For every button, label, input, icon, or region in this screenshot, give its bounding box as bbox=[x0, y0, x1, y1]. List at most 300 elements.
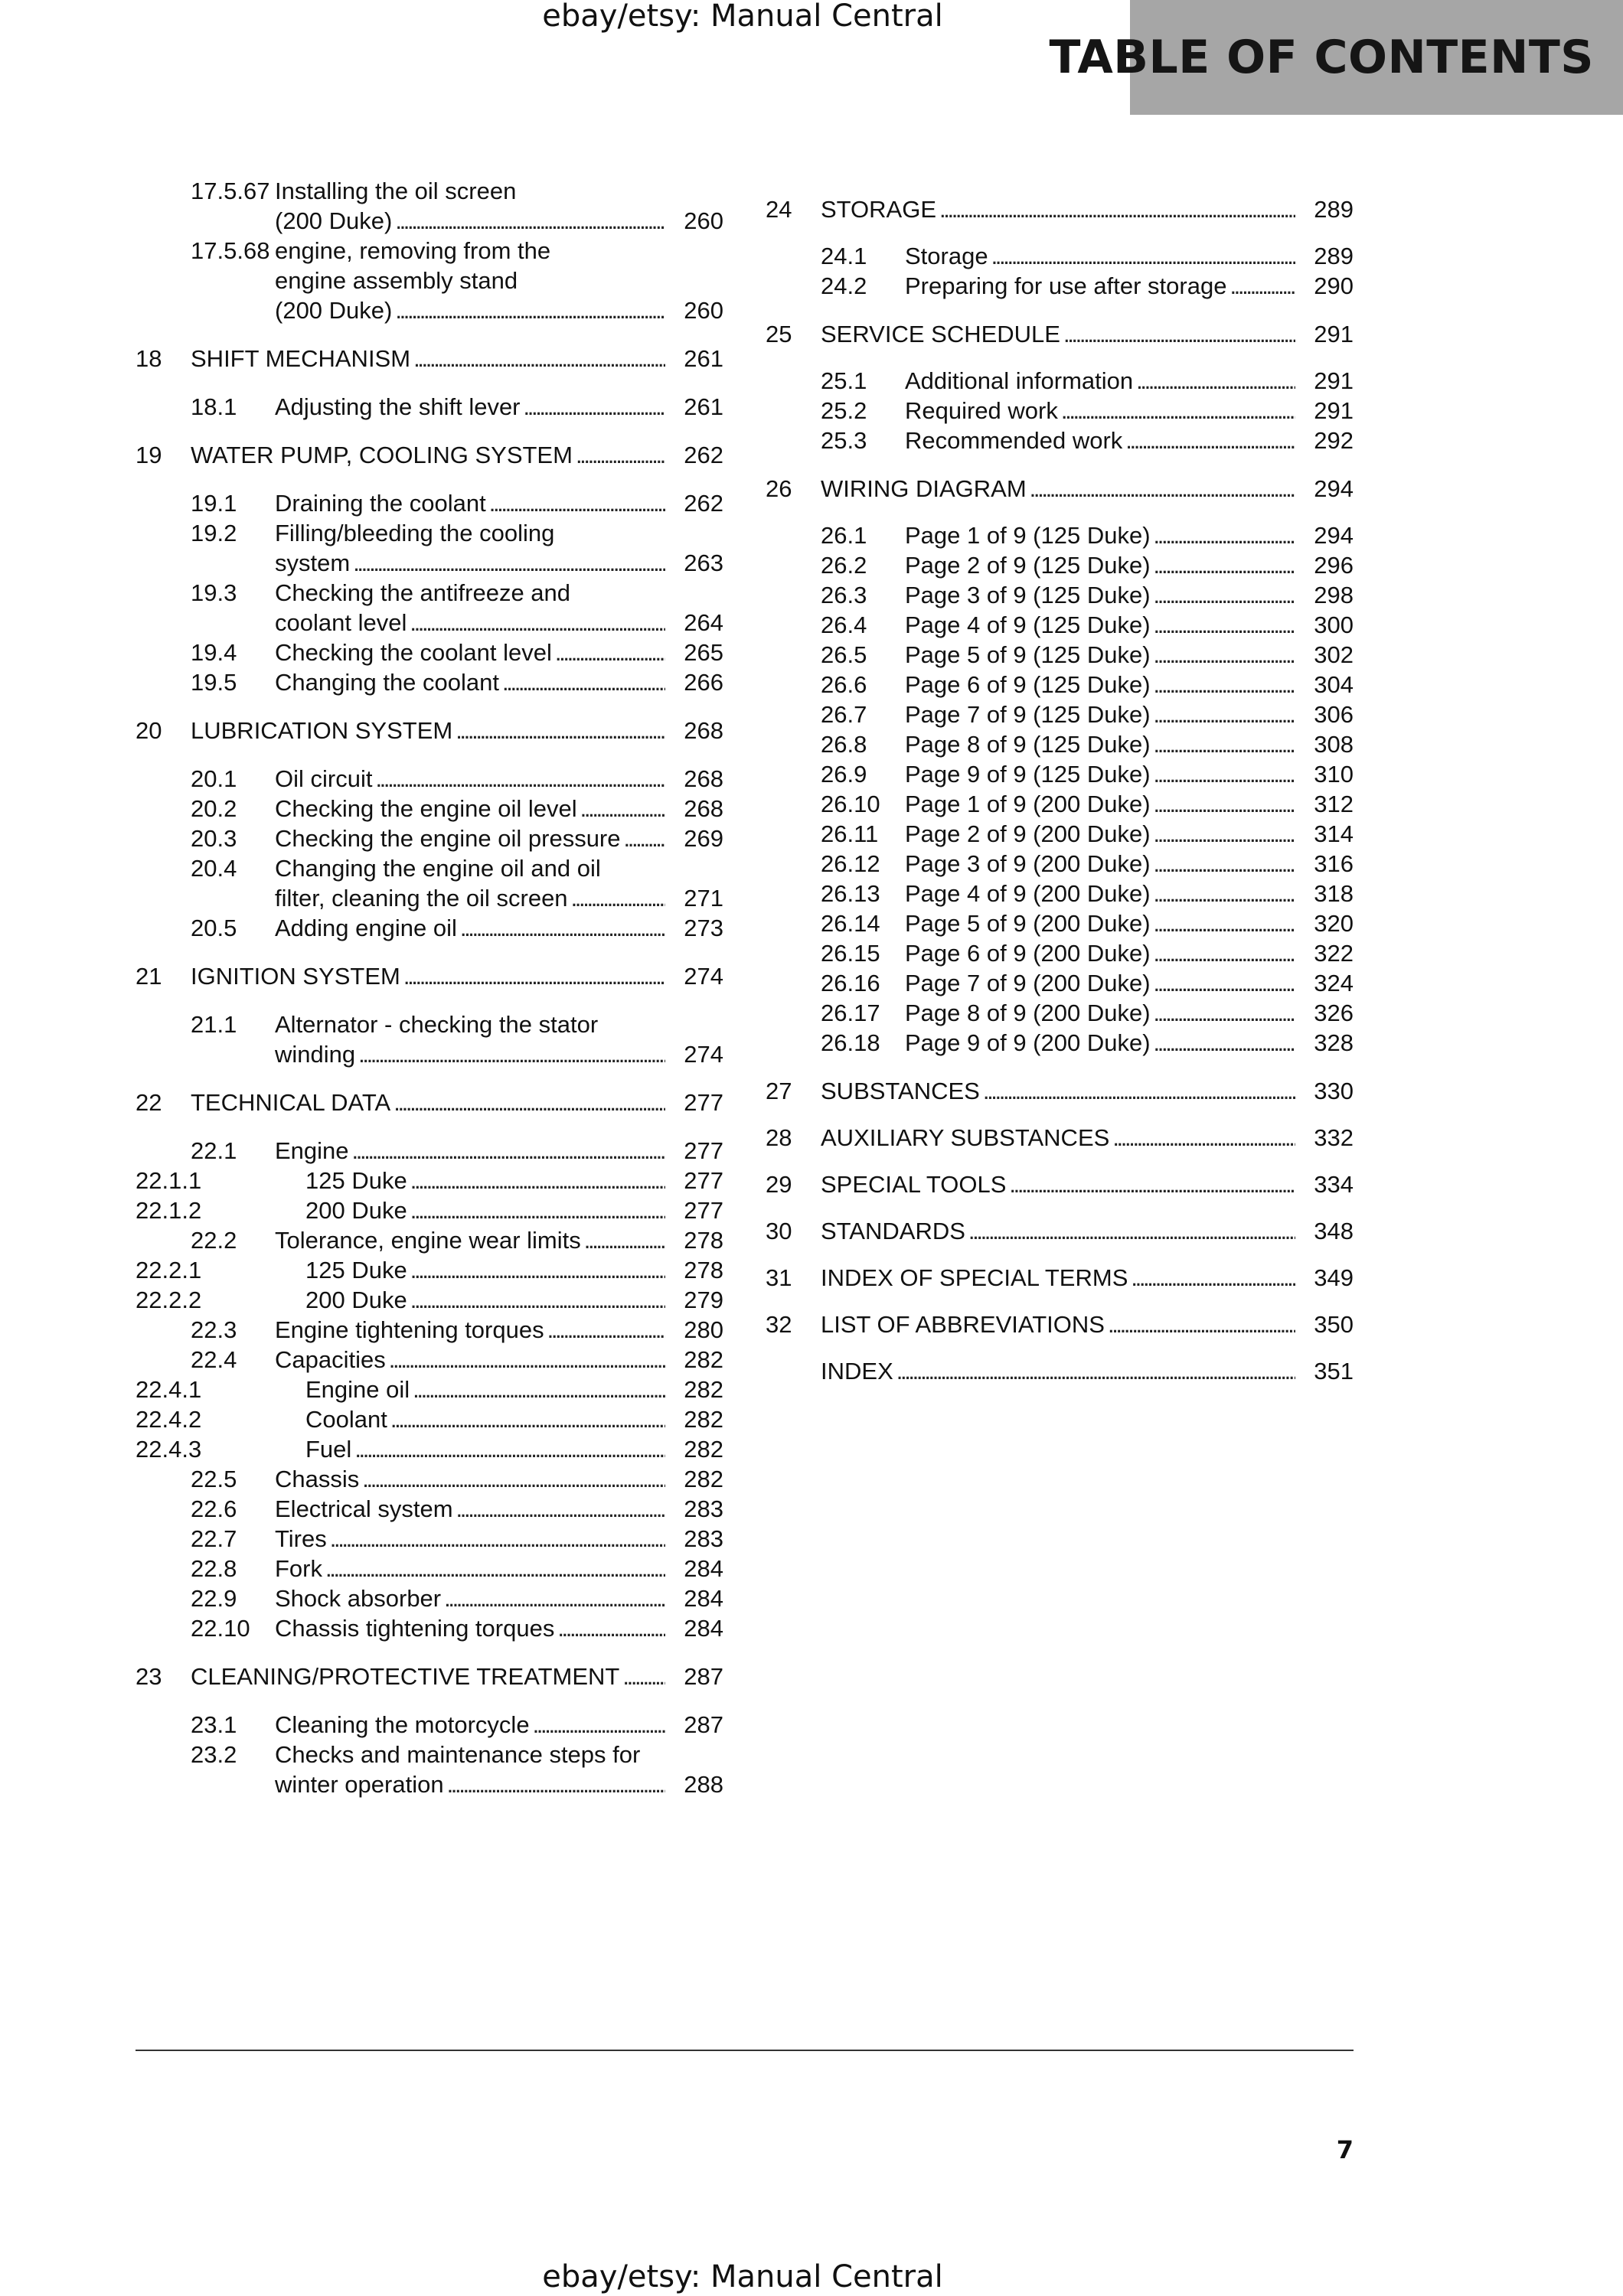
toc-entry-number: 22.2 bbox=[191, 1227, 237, 1254]
toc-entry-title: SPECIAL TOOLS bbox=[821, 1171, 1007, 1198]
toc-entry-title: Page 3 of 9 (125 Duke) bbox=[905, 582, 1151, 608]
toc-section-entry[interactable] bbox=[766, 908, 1354, 938]
toc-entry-title: Page 7 of 9 (200 Duke) bbox=[905, 970, 1151, 996]
toc-chapter-entry[interactable] bbox=[766, 1169, 1354, 1199]
toc-page-number: 310 bbox=[1314, 761, 1354, 788]
toc-section-entry[interactable] bbox=[136, 1255, 723, 1285]
toc-entry-title: WATER PUMP, COOLING SYSTEM bbox=[191, 442, 573, 468]
toc-chapter-entry[interactable] bbox=[136, 440, 723, 470]
toc-page-number: 350 bbox=[1314, 1311, 1354, 1338]
toc-entry-number: 22 bbox=[136, 1089, 162, 1116]
toc-entry-title: Changing the engine oil and oil bbox=[275, 855, 601, 882]
toc-entry-title: Fuel bbox=[305, 1436, 352, 1463]
toc-entry-title: Capacities bbox=[275, 1346, 386, 1373]
toc-entry-number: 26.5 bbox=[821, 641, 867, 668]
toc-entry-number: 26.18 bbox=[821, 1029, 880, 1056]
toc-page-number: 266 bbox=[684, 669, 723, 696]
dot-leader bbox=[1154, 1028, 1295, 1058]
toc-entry-title: INDEX bbox=[821, 1358, 893, 1384]
toc-entry-title: Adjusting the shift lever bbox=[275, 393, 521, 420]
dot-leader bbox=[1061, 396, 1295, 426]
dot-leader bbox=[576, 440, 665, 470]
toc-entry-number: 26.15 bbox=[821, 940, 880, 967]
toc-entry-number: 25.2 bbox=[821, 397, 867, 424]
dot-leader bbox=[403, 961, 665, 991]
toc-section-entry[interactable] bbox=[136, 1009, 723, 1069]
toc-entry-title: Page 3 of 9 (200 Duke) bbox=[905, 850, 1151, 877]
toc-entry-title: INDEX OF SPECIAL TERMS bbox=[821, 1264, 1128, 1291]
toc-section-entry[interactable] bbox=[136, 764, 723, 794]
toc-page-number: 278 bbox=[684, 1227, 723, 1254]
toc-entry-title: Page 9 of 9 (200 Duke) bbox=[905, 1029, 1151, 1056]
toc-entry-title: Page 2 of 9 (200 Duke) bbox=[905, 820, 1151, 847]
toc-entry-title: SUBSTANCES bbox=[821, 1078, 980, 1104]
dot-leader bbox=[939, 194, 1295, 224]
toc-page-number: 282 bbox=[684, 1346, 723, 1373]
toc-page-number: 284 bbox=[684, 1615, 723, 1642]
toc-section-entry[interactable] bbox=[136, 1285, 723, 1315]
toc-entry-number: 25 bbox=[766, 321, 792, 347]
toc-page-number: 283 bbox=[684, 1495, 723, 1522]
toc-entry-title: Page 7 of 9 (125 Duke) bbox=[905, 701, 1151, 728]
toc-page-number: 268 bbox=[684, 795, 723, 822]
toc-entry-title: (200 Duke) bbox=[275, 207, 393, 234]
toc-entry-title: Engine oil bbox=[305, 1376, 410, 1403]
toc-page-number: 274 bbox=[684, 1041, 723, 1068]
toc-column-right bbox=[766, 176, 1354, 1403]
toc-section-entry[interactable] bbox=[766, 819, 1354, 849]
toc-entry-number: 24.1 bbox=[821, 243, 867, 269]
toc-entry-title: Changing the coolant bbox=[275, 669, 500, 696]
toc-entry-title: Engine bbox=[275, 1137, 349, 1164]
toc-page-number: 268 bbox=[684, 717, 723, 744]
toc-entry-number: 19 bbox=[136, 442, 162, 468]
dot-leader bbox=[444, 1583, 665, 1613]
toc-entry-number: 30 bbox=[766, 1218, 792, 1244]
dot-leader bbox=[413, 1375, 665, 1404]
toc-entry-number: 22.4.1 bbox=[136, 1376, 202, 1403]
toc-entry-number: 26 bbox=[766, 475, 792, 502]
toc-entry-number: 19.5 bbox=[191, 669, 237, 696]
toc-entry-title: Checking the engine oil pressure bbox=[275, 825, 621, 852]
toc-entry-number: 26.17 bbox=[821, 1000, 880, 1026]
toc-entry-title: Fork bbox=[275, 1555, 322, 1582]
toc-entry-title: engine assembly stand bbox=[275, 267, 518, 294]
toc-entry-title: Alternator - checking the stator bbox=[275, 1011, 599, 1038]
dot-leader bbox=[1063, 319, 1295, 349]
toc-chapter-entry[interactable] bbox=[136, 1088, 723, 1117]
toc-section-entry[interactable] bbox=[136, 853, 723, 913]
toc-entry-title: 125 Duke bbox=[305, 1257, 407, 1283]
dot-leader bbox=[1154, 819, 1295, 849]
toc-chapter-entry[interactable] bbox=[766, 1309, 1354, 1339]
dot-leader bbox=[557, 1613, 665, 1643]
toc-section-entry[interactable] bbox=[136, 1404, 723, 1434]
dot-leader bbox=[375, 764, 665, 794]
toc-entry-title: Page 5 of 9 (200 Duke) bbox=[905, 910, 1151, 937]
toc-section-entry[interactable] bbox=[766, 550, 1354, 580]
toc-section-entry[interactable] bbox=[136, 1740, 723, 1799]
toc-page-number: 314 bbox=[1314, 820, 1354, 847]
toc-entry-title: Tolerance, engine wear limits bbox=[275, 1227, 581, 1254]
toc-section-entry[interactable] bbox=[766, 426, 1354, 455]
toc-chapter-entry[interactable] bbox=[766, 1356, 1354, 1386]
toc-entry-title: (200 Duke) bbox=[275, 297, 393, 324]
toc-section-entry[interactable] bbox=[766, 789, 1354, 819]
toc-entry-number: 23.1 bbox=[191, 1711, 237, 1738]
toc-chapter-entry[interactable] bbox=[766, 1216, 1354, 1246]
toc-entry-number: 21 bbox=[136, 963, 162, 990]
toc-page-number: 261 bbox=[684, 393, 723, 420]
toc-entry-number: 26.8 bbox=[821, 731, 867, 758]
toc-entry-number: 26.4 bbox=[821, 612, 867, 638]
dot-leader bbox=[502, 667, 665, 697]
toc-entry-number: 22.2.1 bbox=[136, 1257, 202, 1283]
toc-page-number: 332 bbox=[1314, 1124, 1354, 1151]
toc-section-entry[interactable] bbox=[136, 236, 723, 325]
toc-section-entry[interactable] bbox=[766, 396, 1354, 426]
dot-leader bbox=[410, 1166, 665, 1195]
toc-section-entry[interactable] bbox=[136, 1524, 723, 1554]
toc-page-number: 283 bbox=[684, 1525, 723, 1552]
toc-section-entry[interactable] bbox=[136, 1583, 723, 1613]
toc-entry-number: 26.13 bbox=[821, 880, 880, 907]
toc-entry-title: Page 8 of 9 (200 Duke) bbox=[905, 1000, 1151, 1026]
toc-page-number: 328 bbox=[1314, 1029, 1354, 1056]
dot-leader bbox=[447, 1769, 665, 1799]
toc-page-number: 269 bbox=[684, 825, 723, 852]
toc-section-entry[interactable] bbox=[766, 998, 1354, 1028]
toc-entry-title: system bbox=[275, 550, 351, 576]
toc-page-number: 320 bbox=[1314, 910, 1354, 937]
toc-page-number: 324 bbox=[1314, 970, 1354, 996]
watermark-top: ebay/etsy: Manual Central bbox=[542, 0, 943, 34]
footer-divider bbox=[136, 2050, 1354, 2051]
toc-page-number: 280 bbox=[684, 1316, 723, 1343]
toc-entry-title: winter operation bbox=[275, 1771, 444, 1798]
dot-leader bbox=[1154, 580, 1295, 610]
toc-section-entry[interactable] bbox=[136, 823, 723, 853]
toc-entry-number: 22.8 bbox=[191, 1555, 237, 1582]
toc-section-entry[interactable] bbox=[136, 1613, 723, 1643]
toc-section-entry[interactable] bbox=[766, 520, 1354, 550]
toc-entry-title: Page 8 of 9 (125 Duke) bbox=[905, 731, 1151, 758]
toc-entry-title: Page 4 of 9 (200 Duke) bbox=[905, 880, 1151, 907]
toc-entry-number: 24.2 bbox=[821, 272, 867, 299]
toc-entry-number: 21.1 bbox=[191, 1011, 237, 1038]
toc-page-number: 290 bbox=[1314, 272, 1354, 299]
toc-page-number: 312 bbox=[1314, 791, 1354, 817]
toc-entry-number: 22.3 bbox=[191, 1316, 237, 1343]
dot-leader bbox=[1154, 729, 1295, 759]
toc-entry-title: Preparing for use after storage bbox=[905, 272, 1227, 299]
toc-page-number: 260 bbox=[684, 297, 723, 324]
toc-section-entry[interactable] bbox=[766, 670, 1354, 700]
toc-page-number: 288 bbox=[684, 1771, 723, 1798]
toc-entry-number: 22.1.1 bbox=[136, 1167, 202, 1194]
dot-leader bbox=[460, 913, 665, 943]
toc-entry-title: Chassis tightening torques bbox=[275, 1615, 555, 1642]
toc-section-entry[interactable] bbox=[766, 729, 1354, 759]
toc-entry-number: 22.1.2 bbox=[136, 1197, 202, 1224]
toc-page-number: 289 bbox=[1314, 243, 1354, 269]
dot-leader bbox=[1125, 426, 1295, 455]
toc-page-number: 282 bbox=[684, 1406, 723, 1433]
toc-page-number: 291 bbox=[1314, 367, 1354, 394]
toc-entry-title: Storage bbox=[905, 243, 988, 269]
dot-leader bbox=[1108, 1309, 1295, 1339]
dot-leader bbox=[1154, 938, 1295, 968]
toc-page-number: 271 bbox=[684, 885, 723, 912]
dot-leader bbox=[1154, 968, 1295, 998]
toc-section-entry[interactable] bbox=[136, 638, 723, 667]
toc-entry-number: 20 bbox=[136, 717, 162, 744]
toc-entry-number: 26.12 bbox=[821, 850, 880, 877]
toc-entry-title: LUBRICATION SYSTEM bbox=[191, 717, 453, 744]
dot-leader bbox=[622, 1662, 665, 1691]
toc-section-entry[interactable] bbox=[136, 1464, 723, 1494]
toc-entry-number: 24 bbox=[766, 196, 792, 223]
toc-entry-title: Page 2 of 9 (125 Duke) bbox=[905, 552, 1151, 579]
toc-page-number: 265 bbox=[684, 639, 723, 666]
toc-entry-number: 22.1 bbox=[191, 1137, 237, 1164]
toc-entry-number: 18 bbox=[136, 345, 162, 372]
dot-leader bbox=[1136, 366, 1295, 396]
toc-entry-title: Engine tightening torques bbox=[275, 1316, 544, 1343]
dot-leader bbox=[1154, 700, 1295, 729]
dot-leader bbox=[362, 1464, 665, 1494]
toc-section-entry[interactable] bbox=[766, 700, 1354, 729]
toc-chapter-entry[interactable] bbox=[766, 194, 1354, 224]
toc-section-entry[interactable] bbox=[136, 518, 723, 578]
toc-entry-number: 17.5.68 bbox=[191, 237, 270, 264]
toc-entry-number: 25.1 bbox=[821, 367, 867, 394]
toc-entry-title: TECHNICAL DATA bbox=[191, 1089, 391, 1116]
toc-entry-number: 22.9 bbox=[191, 1585, 237, 1612]
dot-leader bbox=[413, 344, 665, 373]
toc-entry-number: 26.1 bbox=[821, 522, 867, 549]
toc-section-entry[interactable] bbox=[136, 1375, 723, 1404]
toc-section-entry[interactable] bbox=[136, 578, 723, 638]
dot-leader bbox=[547, 1315, 665, 1345]
dot-leader bbox=[991, 241, 1295, 271]
toc-page-number: 318 bbox=[1314, 880, 1354, 907]
toc-page-number: 308 bbox=[1314, 731, 1354, 758]
toc-entry-number: 19.3 bbox=[191, 579, 237, 606]
dot-leader bbox=[1154, 520, 1295, 550]
toc-chapter-entry[interactable] bbox=[766, 1263, 1354, 1293]
toc-page-number: 349 bbox=[1314, 1264, 1354, 1291]
toc-entry-number: 20.5 bbox=[191, 915, 237, 941]
dot-leader bbox=[524, 392, 665, 422]
dot-leader bbox=[571, 883, 665, 913]
toc-section-entry[interactable] bbox=[766, 241, 1354, 271]
toc-page-number: 351 bbox=[1314, 1358, 1354, 1384]
toc-entry-title: Shock absorber bbox=[275, 1585, 442, 1612]
toc-page-number: 282 bbox=[684, 1376, 723, 1403]
dot-leader bbox=[1154, 879, 1295, 908]
dot-leader bbox=[410, 1255, 665, 1285]
page-number: 7 bbox=[1336, 2135, 1354, 2164]
toc-entry-title: winding bbox=[275, 1041, 356, 1068]
toc-chapter-entry[interactable] bbox=[766, 1123, 1354, 1153]
toc-section-entry[interactable] bbox=[136, 176, 723, 236]
toc-page-number: 274 bbox=[684, 963, 723, 990]
toc-entry-number: 20.4 bbox=[191, 855, 237, 882]
toc-page-number: 279 bbox=[684, 1287, 723, 1313]
dot-leader bbox=[395, 295, 665, 325]
toc-entry-number: 22.2.2 bbox=[136, 1287, 202, 1313]
dot-leader bbox=[1154, 789, 1295, 819]
dot-leader bbox=[352, 1136, 665, 1166]
toc-page-number: 322 bbox=[1314, 940, 1354, 967]
toc-entry-title: engine, removing from the bbox=[275, 237, 551, 264]
toc-entry-title: Checking the engine oil level bbox=[275, 795, 577, 822]
toc-section-entry[interactable] bbox=[136, 667, 723, 697]
toc-section-entry[interactable] bbox=[766, 1028, 1354, 1058]
toc-section-entry[interactable] bbox=[766, 610, 1354, 640]
toc-page-number: 260 bbox=[684, 207, 723, 234]
dot-leader bbox=[968, 1216, 1295, 1246]
toc-entry-title: filter, cleaning the oil screen bbox=[275, 885, 568, 912]
toc-page-number: 291 bbox=[1314, 397, 1354, 424]
toc-page-number: 262 bbox=[684, 442, 723, 468]
toc-entry-number: 26.6 bbox=[821, 671, 867, 698]
toc-entry-number: 27 bbox=[766, 1078, 792, 1104]
toc-entry-number: 31 bbox=[766, 1264, 792, 1291]
toc-chapter-entry[interactable] bbox=[766, 319, 1354, 349]
toc-entry-number: 26.16 bbox=[821, 970, 880, 996]
toc-section-entry[interactable] bbox=[766, 640, 1354, 670]
toc-chapter-entry[interactable] bbox=[136, 344, 723, 373]
toc-page-number: 261 bbox=[684, 345, 723, 372]
toc-page-number: 268 bbox=[684, 765, 723, 792]
toc-chapter-entry[interactable] bbox=[136, 716, 723, 745]
toc-entry-number: 26.11 bbox=[821, 820, 879, 847]
dot-leader bbox=[410, 1195, 665, 1225]
dot-leader bbox=[330, 1524, 665, 1554]
toc-entry-title: SERVICE SCHEDULE bbox=[821, 321, 1060, 347]
toc-entry-number: 17.5.67 bbox=[191, 178, 270, 204]
toc-page-number: 282 bbox=[684, 1436, 723, 1463]
toc-section-entry[interactable] bbox=[136, 1225, 723, 1255]
toc-entry-title: Page 4 of 9 (125 Duke) bbox=[905, 612, 1151, 638]
toc-section-entry[interactable] bbox=[136, 1345, 723, 1375]
toc-section-entry[interactable] bbox=[136, 392, 723, 422]
toc-section-entry[interactable] bbox=[136, 1494, 723, 1524]
toc-entry-number: 22.6 bbox=[191, 1495, 237, 1522]
toc-section-entry[interactable] bbox=[136, 1554, 723, 1583]
toc-entry-title: Oil circuit bbox=[275, 765, 373, 792]
toc-column-left bbox=[136, 176, 723, 1799]
toc-section-entry[interactable] bbox=[136, 1166, 723, 1195]
toc-entry-number: 22.5 bbox=[191, 1466, 237, 1492]
toc-section-entry[interactable] bbox=[766, 968, 1354, 998]
toc-section-entry[interactable] bbox=[766, 366, 1354, 396]
toc-page-number: 263 bbox=[684, 550, 723, 576]
toc-entry-title: AUXILIARY SUBSTANCES bbox=[821, 1124, 1110, 1151]
toc-entry-number: 32 bbox=[766, 1311, 792, 1338]
toc-page-number: 278 bbox=[684, 1257, 723, 1283]
toc-entry-number: 19.2 bbox=[191, 520, 237, 546]
toc-entry-number: 26.3 bbox=[821, 582, 867, 608]
dot-leader bbox=[624, 823, 666, 853]
toc-chapter-entry[interactable] bbox=[766, 1076, 1354, 1106]
toc-page-number: 291 bbox=[1314, 321, 1354, 347]
toc-entry-number: 20.1 bbox=[191, 765, 237, 792]
toc-section-entry[interactable] bbox=[136, 1434, 723, 1464]
toc-section-entry[interactable] bbox=[136, 1710, 723, 1740]
toc-entry-title: Page 1 of 9 (200 Duke) bbox=[905, 791, 1151, 817]
toc-entry-title: Page 9 of 9 (125 Duke) bbox=[905, 761, 1151, 788]
toc-entry-number: 26.9 bbox=[821, 761, 867, 788]
toc-page-number: 284 bbox=[684, 1555, 723, 1582]
watermark-bottom: ebay/etsy: Manual Central bbox=[542, 2259, 943, 2294]
dot-leader bbox=[1009, 1169, 1295, 1199]
section-tab bbox=[1049, 0, 1623, 115]
toc-section-entry[interactable] bbox=[136, 1315, 723, 1345]
toc-entry-title: Page 6 of 9 (200 Duke) bbox=[905, 940, 1151, 967]
toc-entry-title: Draining the coolant bbox=[275, 490, 486, 517]
dot-leader bbox=[389, 1345, 665, 1375]
toc-entry-number: 26.14 bbox=[821, 910, 880, 937]
dot-leader bbox=[456, 1494, 665, 1524]
toc-entry-title: STANDARDS bbox=[821, 1218, 965, 1244]
toc-section-entry[interactable] bbox=[136, 1136, 723, 1166]
dot-leader bbox=[1229, 271, 1295, 301]
toc-chapter-entry[interactable] bbox=[136, 961, 723, 991]
toc-chapter-entry[interactable] bbox=[136, 1662, 723, 1691]
toc-section-entry[interactable] bbox=[766, 271, 1354, 301]
toc-page-number: 262 bbox=[684, 490, 723, 517]
dot-leader bbox=[533, 1710, 665, 1740]
toc-page-number: 289 bbox=[1314, 196, 1354, 223]
toc-entry-title: WIRING DIAGRAM bbox=[821, 475, 1027, 502]
toc-section-entry[interactable] bbox=[766, 879, 1354, 908]
toc-section-entry[interactable] bbox=[136, 913, 723, 943]
toc-section-entry[interactable] bbox=[766, 580, 1354, 610]
dot-leader bbox=[584, 1225, 665, 1255]
toc-section-entry[interactable] bbox=[136, 794, 723, 823]
toc-page-number: 306 bbox=[1314, 701, 1354, 728]
toc-page-number: 277 bbox=[684, 1197, 723, 1224]
dot-leader bbox=[1154, 610, 1295, 640]
toc-entry-title: 200 Duke bbox=[305, 1197, 407, 1224]
dot-leader bbox=[983, 1076, 1295, 1106]
toc-entry-number: 28 bbox=[766, 1124, 792, 1151]
toc-entry-title: Tires bbox=[275, 1525, 327, 1552]
toc-section-entry[interactable] bbox=[136, 1195, 723, 1225]
toc-section-entry[interactable] bbox=[766, 938, 1354, 968]
toc-section-entry[interactable] bbox=[766, 849, 1354, 879]
dot-leader bbox=[1154, 998, 1295, 1028]
toc-entry-title: 200 Duke bbox=[305, 1287, 407, 1313]
dot-leader bbox=[555, 638, 665, 667]
toc-entry-title: LIST OF ABBREVIATIONS bbox=[821, 1311, 1105, 1338]
dot-leader bbox=[395, 206, 665, 236]
toc-entry-title: Checking the coolant level bbox=[275, 639, 552, 666]
toc-section-entry[interactable] bbox=[766, 759, 1354, 789]
toc-entry-number: 18.1 bbox=[191, 393, 237, 420]
toc-chapter-entry[interactable] bbox=[766, 474, 1354, 504]
dot-leader bbox=[1154, 908, 1295, 938]
toc-page-number: 277 bbox=[684, 1089, 723, 1116]
toc-entry-number: 20.2 bbox=[191, 795, 237, 822]
dot-leader bbox=[410, 608, 665, 638]
toc-section-entry[interactable] bbox=[136, 488, 723, 518]
toc-page-number: 277 bbox=[684, 1167, 723, 1194]
dot-leader bbox=[1154, 550, 1295, 580]
